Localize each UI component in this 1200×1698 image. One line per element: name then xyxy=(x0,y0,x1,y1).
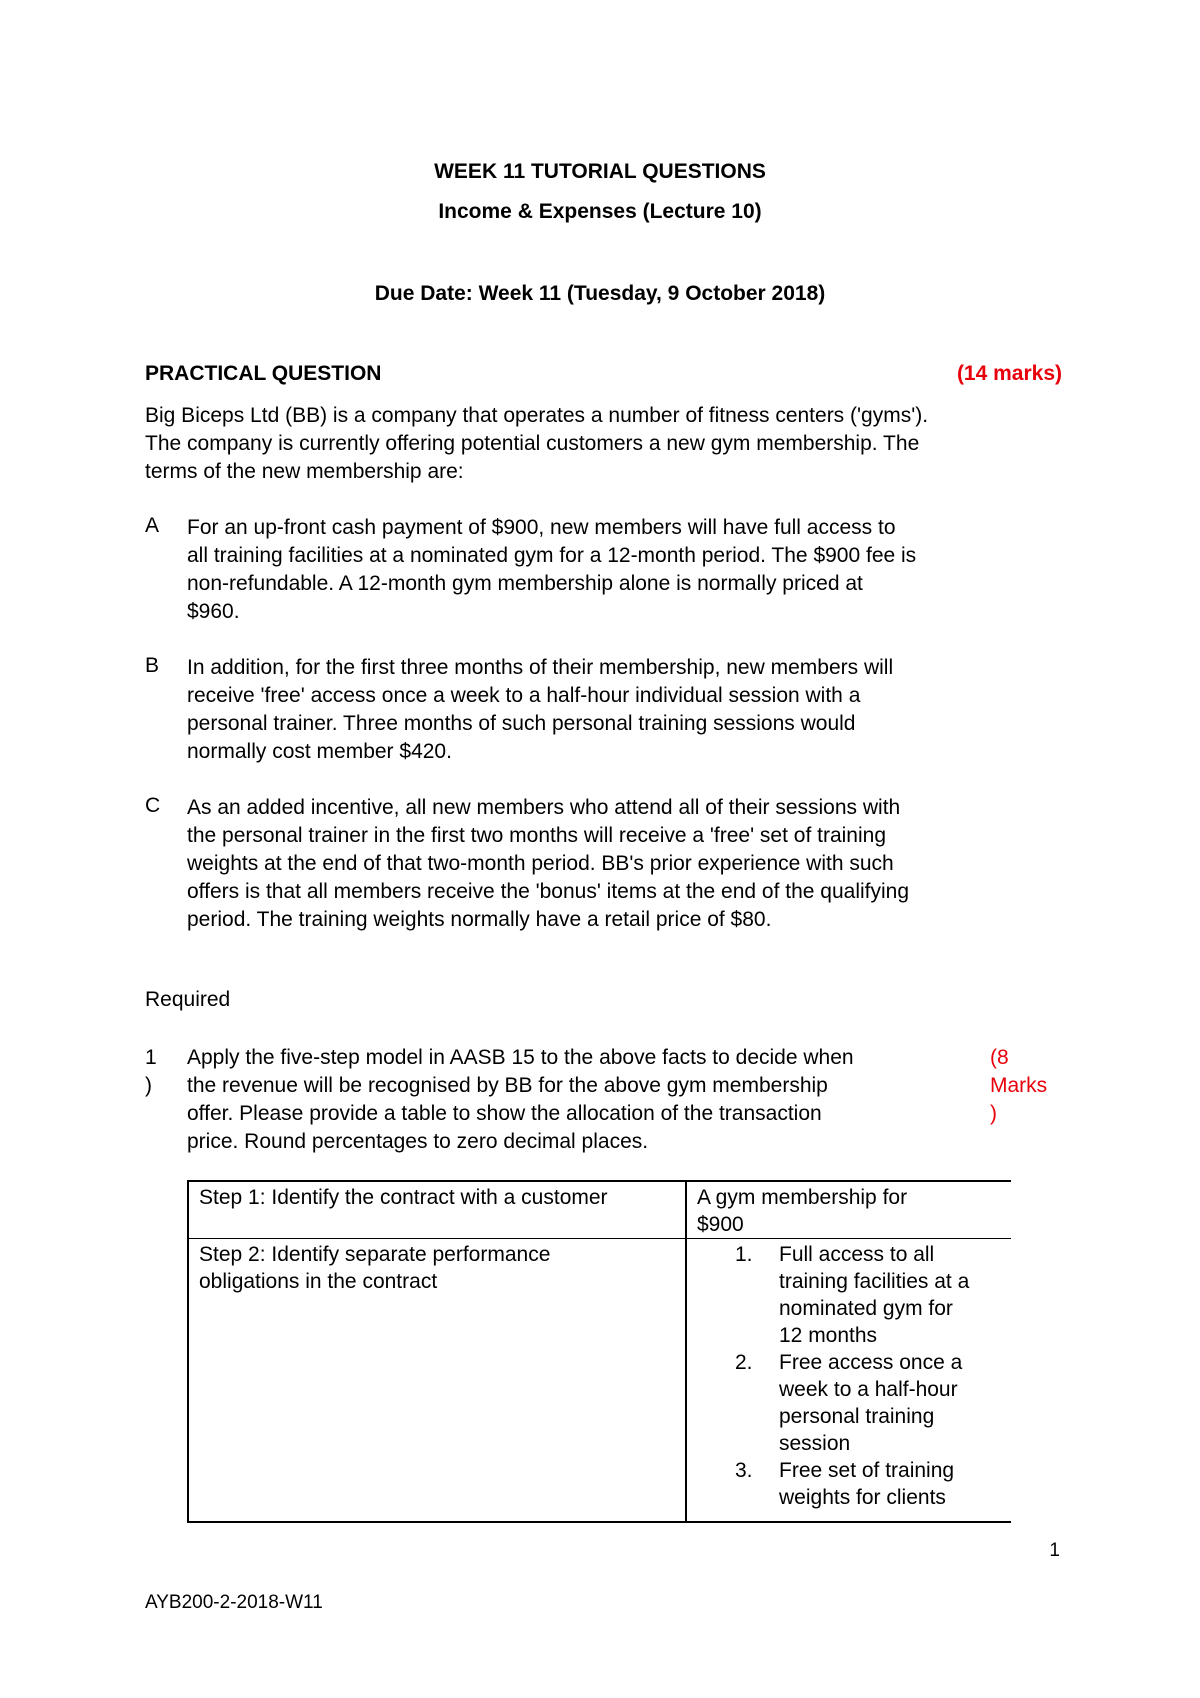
item-line: In addition, for the first three months of their membership, new members will xyxy=(187,656,894,679)
due-date: Due Date: Week 11 (Tuesday, 9 October 2018) xyxy=(374,282,826,305)
question-number-part: ) xyxy=(145,1074,152,1097)
document-code: AYB200-2-2018-W11 xyxy=(145,1592,323,1613)
list-line: nominated gym for xyxy=(779,1297,953,1320)
marks-line: Marks xyxy=(990,1074,1048,1097)
step-cell xyxy=(188,1181,686,1239)
document-title: WEEK 11 TUTORIAL QUESTIONS xyxy=(434,160,766,183)
marks-line: ) xyxy=(990,1102,997,1125)
item-line: the personal trainer in the first two months will receive a 'free' set of training xyxy=(187,824,887,847)
list-number: 2. xyxy=(735,1351,753,1374)
item-line: As an added incentive, all new members who attend all of their sessions with xyxy=(187,796,901,819)
list-line: training facilities at a xyxy=(779,1270,970,1293)
five-step-table xyxy=(187,1180,1011,1523)
intro-line: The company is currently offering potential customers a new gym membership. The xyxy=(145,432,920,455)
list-line: weights for clients xyxy=(779,1486,946,1509)
page-number: 1 xyxy=(1049,1540,1060,1561)
step-label: obligations in the contract xyxy=(199,1270,438,1293)
intro-paragraph xyxy=(145,402,1065,486)
item-line: period. The training weights normally have a retail price of $80. xyxy=(187,908,772,931)
list-line: 12 months xyxy=(779,1324,878,1347)
item-letter: A xyxy=(145,514,160,537)
practical-heading: PRACTICAL QUESTION xyxy=(145,362,382,385)
item-line: offers is that all members receive the 'bonus' items at the end of the qualifying xyxy=(187,880,910,903)
question-number xyxy=(145,1044,157,1100)
list-item xyxy=(697,1457,1001,1511)
item-line: personal trainer. Three months of such personal training sessions would xyxy=(187,712,856,735)
document-subtitle: Income & Expenses (Lecture 10) xyxy=(438,200,762,223)
list-item xyxy=(697,1241,1001,1349)
intro-line: terms of the new membership are: xyxy=(145,460,464,483)
marks-line: (8 xyxy=(990,1046,1009,1069)
list-line: session xyxy=(779,1432,851,1455)
question-line: Apply the five-step model in AASB 15 to the above facts to decide when xyxy=(187,1046,854,1069)
step-label: Step 2: Identify separate performance xyxy=(199,1243,551,1266)
list-line: week to a half-hour xyxy=(779,1378,958,1401)
required-label: Required xyxy=(145,988,231,1011)
item-line: normally cost member $420. xyxy=(187,740,452,763)
item-line: For an up-front cash payment of $900, new members will have full access to xyxy=(187,516,896,539)
item-line: receive 'free' access once a week to a half-hour individual session with a xyxy=(187,684,861,707)
list-line: personal training xyxy=(779,1405,935,1428)
obligations-list xyxy=(697,1241,1001,1511)
item-letter: B xyxy=(145,654,160,677)
item-text xyxy=(187,514,1047,626)
practical-marks: (14 marks) xyxy=(956,362,1062,385)
item-line: $960. xyxy=(187,600,240,623)
item-text xyxy=(187,654,1047,766)
list-number: 1. xyxy=(735,1243,753,1266)
list-line: Full access to all xyxy=(779,1243,935,1266)
question-line: price. Round percentages to zero decimal places. xyxy=(187,1130,649,1153)
intro-line: Big Biceps Ltd (BB) is a company that operates a number of fitness centers ('gyms'). xyxy=(145,404,929,427)
list-item xyxy=(697,1349,1001,1457)
step-cell xyxy=(188,1239,686,1523)
question-text xyxy=(187,1044,967,1156)
question-number-part: 1 xyxy=(145,1046,157,1069)
answer-line: A gym membership for xyxy=(697,1186,908,1209)
question-line: offer. Please provide a table to show the allocation of the transaction xyxy=(187,1102,822,1125)
answer-line: $900 xyxy=(697,1213,744,1236)
list-line: Free access once a xyxy=(779,1351,963,1374)
item-text xyxy=(187,794,1047,934)
item-line: non-refundable. A 12-month gym membership alone is normally priced at xyxy=(187,572,863,595)
table-row xyxy=(188,1181,1011,1239)
answer-cell xyxy=(686,1181,1011,1239)
step-label: Step 1: Identify the contract with a customer xyxy=(199,1186,608,1209)
list-number: 3. xyxy=(735,1459,753,1482)
list-line: Free set of training xyxy=(779,1459,955,1482)
item-letter: C xyxy=(145,794,161,817)
question-line: the revenue will be recognised by BB for the above gym membership xyxy=(187,1074,828,1097)
item-line: weights at the end of that two-month period. BB's prior experience with such xyxy=(187,852,894,875)
item-line: all training facilities at a nominated gym for a 12-month period. The $900 fee is xyxy=(187,544,917,567)
table-row xyxy=(188,1239,1011,1523)
answer-cell xyxy=(686,1239,1011,1523)
question-marks xyxy=(990,1044,1047,1128)
